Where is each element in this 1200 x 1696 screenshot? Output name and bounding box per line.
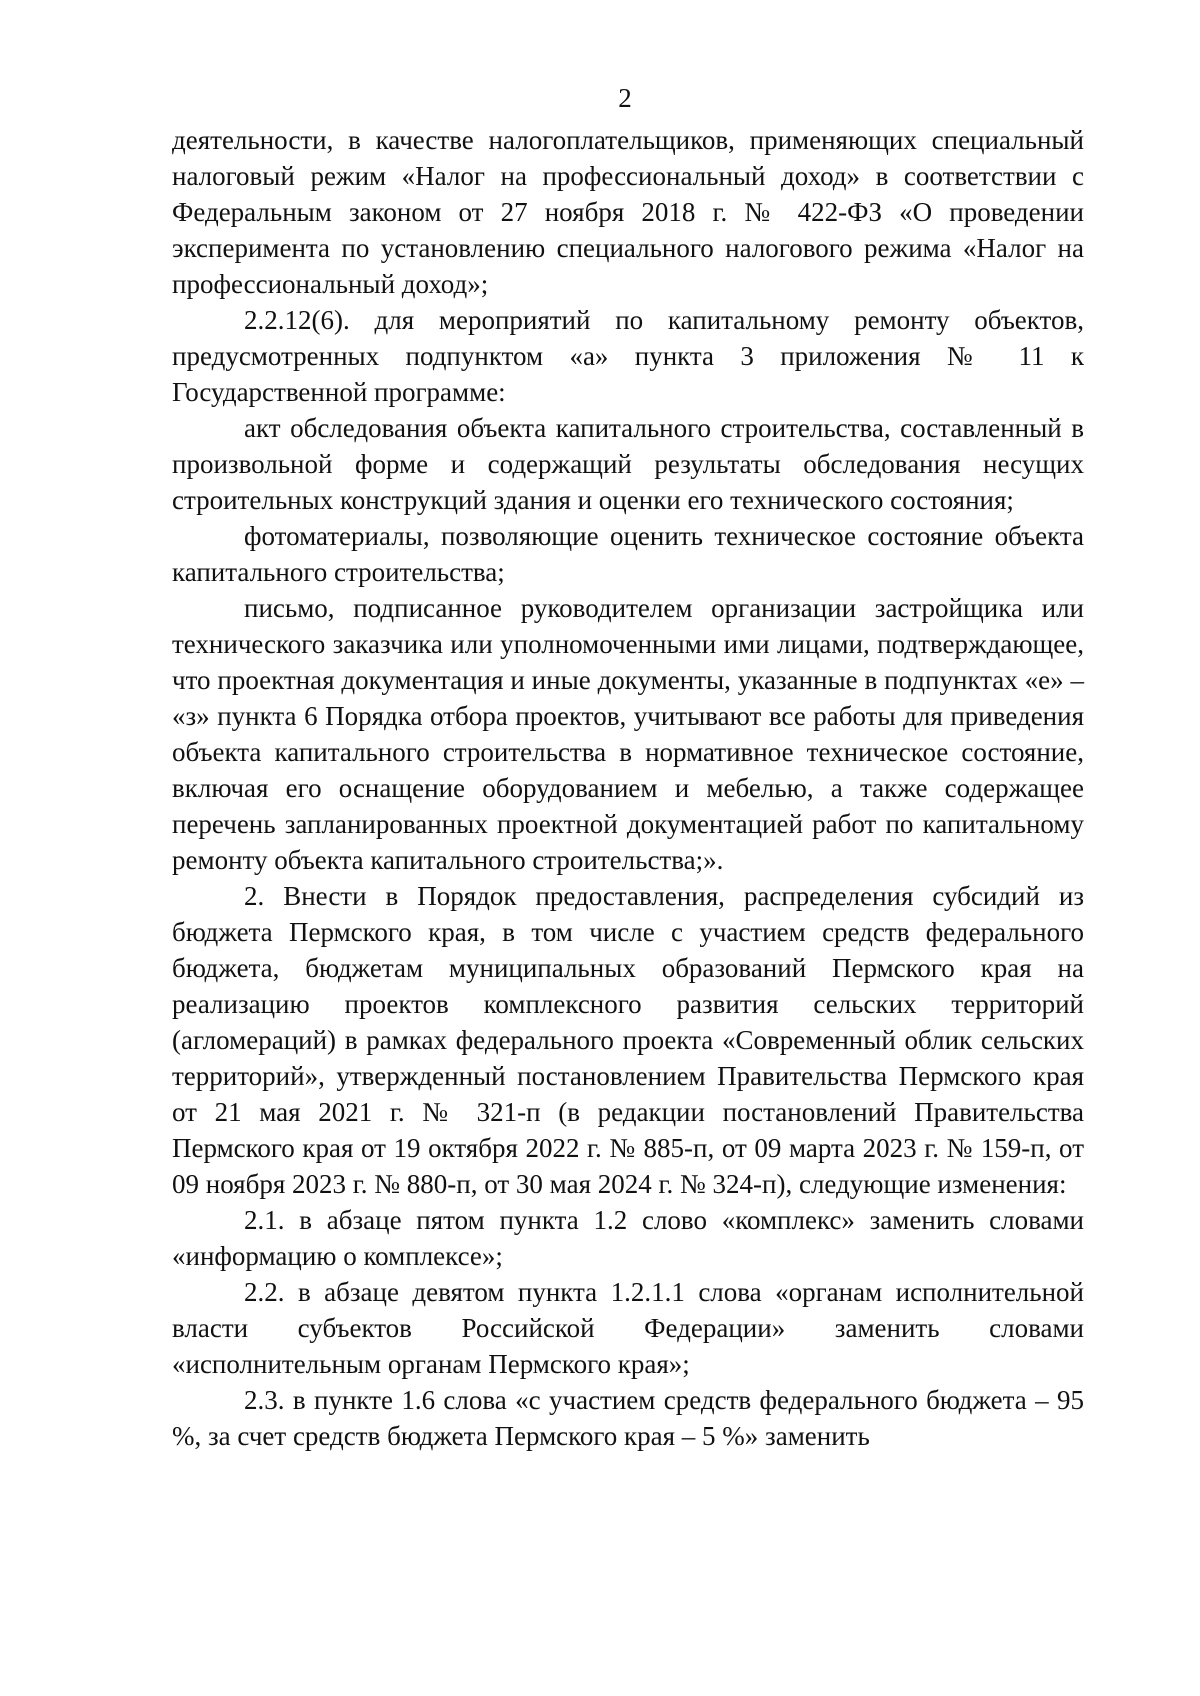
paragraph-letter: письмо, подписанное руководителем организации застройщика или технического заказчика или уполномоченными ими лицами, подтверждающее, что проектная документация и иные документы, указанные в подпунктах «е» – «з» пункта 6 Порядка отбора проектов, учитывают все работы для приведения объекта капитального строительства в нормативное техническое состояние, включая его оснащение оборудованием и мебелью, а также содержащее перечень запланированных проектной документацией работ по капитальному ремонту объекта капитального строительства;».: [172, 593, 1084, 875]
paragraph-item-2-3: 2.3. в пункте 1.6 слова «с участием средств федерального бюджета – 95 %, за счет средств бюджета Пермского края – 5 %» заменить: [172, 1385, 1084, 1451]
paragraph-continuation: деятельности, в качестве налогоплательщиков, применяющих специальный налоговый режим «Налог на профессиональный доход» в соответствии с Федеральным законом от 27 ноября 2018 г. № 422-ФЗ «О проведении эксперимента по установлению специального налогового режима «Налог на профессиональный доход»;: [172, 125, 1084, 299]
document-body: [172, 122, 1084, 1454]
page-number: 2: [618, 83, 632, 113]
paragraph-inspection-act: акт обследования объекта капитального строительства, составленный в произвольной форме и содержащий результаты обследования несущих строительных конструкций здания и оценки его технического состояния;: [172, 413, 1084, 515]
paragraph-item-2-2: 2.2. в абзаце девятом пункта 1.2.1.1 слова «органам исполнительной власти субъектов Российской Федерации» заменить словами «исполнительным органам Пермского края»;: [172, 1277, 1084, 1379]
paragraph-photo-materials: фотоматериалы, позволяющие оценить техническое состояние объекта капитального строительства;: [172, 521, 1084, 587]
paragraph-item-2: 2. Внести в Порядок предоставления, распределения субсидий из бюджета Пермского края, в том числе с участием средств федерального бюджета, бюджетам муниципальных образований Пермского края на реализацию проектов комплексного развития сельских территорий (агломераций) в рамках федерального проекта «Современный облик сельских территорий», утвержденный постановлением Правительства Пермского края от 21 мая 2021 г. № 321-п (в редакции постановлений Правительства Пермского края от 19 октября 2022 г. № 885-п, от 09 марта 2023 г. № 159-п, от 09 ноября 2023 г. № 880-п, от 30 мая 2024 г. № 324-п), следующие изменения:: [172, 881, 1084, 1199]
paragraph-item-2-2-12-6: 2.2.12(6). для мероприятий по капитальному ремонту объектов, предусмотренных подпунктом «а» пункта 3 приложения № 11 к Государственной программе:: [172, 305, 1084, 407]
paragraph-item-2-1: 2.1. в абзаце пятом пункта 1.2 слово «комплекс» заменить словами «информацию о комплексе»;: [172, 1205, 1084, 1271]
